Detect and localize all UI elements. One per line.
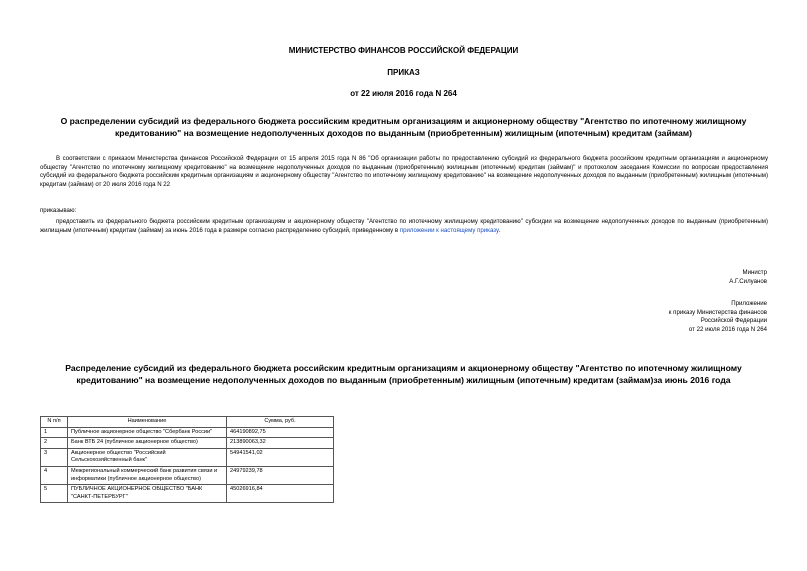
order-text: предоставить из федерального бюджета российским кредитным организациям и акционерному обществу "Агентство по ипотечному жилищному кредитованию" субсидии на возмещение недополученных доходов по выданным (приобретенным) жилищным (ипотечным) кредитам (займам) за июнь 2016 года в размере согласно распределению субсидий, приведенному в bbox=[40, 218, 768, 234]
distribution-table bbox=[40, 416, 334, 503]
row-name: Межрегиональный коммерческий банк развития связи и информатики (публичное акционерное общество) bbox=[68, 466, 227, 484]
table-row bbox=[41, 448, 334, 466]
row-number: 3 bbox=[41, 448, 68, 466]
row-number: 2 bbox=[41, 438, 68, 449]
document-title: О распределении субсидий из федерального бюджета российским кредитным организациям и акционерному обществу "Агентство по ипотечному жилищному кредитованию" на возмещение недополученных доходов по выданным (приобретенным) жилищным (ипотечным) кредитам (займам) bbox=[60, 116, 747, 138]
order-text-end: . bbox=[498, 226, 501, 234]
appendix-line-2: к приказу Министерства финансов bbox=[668, 308, 767, 316]
ministry-heading: МИНИСТЕРСТВО ФИНАНСОВ РОССИЙСКОЙ ФЕДЕРАЦИИ bbox=[288, 46, 519, 55]
row-number: 1 bbox=[41, 427, 68, 438]
table-title: Распределение субсидий из федерального бюджета российским кредитным организациям и акционерному обществу "Агентство по ипотечному жилищному кредитованию" на возмещение недополученных доходов по выданным (приобретенным) жилищным (ипотечным) кредитам (займам)за июнь 2016 года bbox=[65, 363, 742, 385]
appendix-link[interactable]: приложении к настоящему приказу bbox=[399, 226, 499, 234]
row-name: Публичное акционерное общество "Сбербанк России" bbox=[68, 427, 227, 438]
row-sum: 54941541,02 bbox=[227, 448, 334, 466]
table-header-row bbox=[41, 417, 334, 428]
preamble-paragraph: В соответствии с приказом Министерства финансов Российской Федерации от 15 апреля 2015 года N 86 "Об организации работы по предоставлению субсидий из федерального бюджета российским кредитным организациям и акционерному обществу "Агентство по ипотечному жилищному кредитованию" на возмещение недополученных доходов по выданным (приобретенным) жилищным (ипотечным) кредитам (займам)" и протоколом заседания Комиссии по вопросам предоставления субсидий из федерального бюджета российским кредитным организациям и акционерному обществу "Агентство по ипотечному жилищному кредитованию" на возмещение недополученных доходов по выданным (приобретенным) жилищным (ипотечным) кредитам (займам) от 20 июля 2016 года N 22 bbox=[40, 155, 768, 189]
row-sum: 213890063,32 bbox=[227, 438, 334, 449]
appendix-line-3: Российской Федерации bbox=[700, 317, 767, 325]
table-row bbox=[41, 438, 334, 449]
header-name: Наименование bbox=[68, 417, 227, 428]
order-paragraph bbox=[40, 218, 768, 235]
appendix-reference bbox=[669, 300, 767, 335]
table-row bbox=[41, 427, 334, 438]
row-sum: 24979239,78 bbox=[227, 466, 334, 484]
doc-type-heading: ПРИКАЗ bbox=[387, 68, 420, 77]
row-sum: 45026916,84 bbox=[227, 485, 334, 503]
row-name: Банк ВТБ 24 (публичное акционерное общество) bbox=[68, 438, 227, 449]
appendix-line-4: от 22 июля 2016 года N 264 bbox=[688, 326, 767, 334]
row-number: 5 bbox=[41, 485, 68, 503]
table-row bbox=[41, 485, 334, 503]
header-number: N п/п bbox=[41, 417, 68, 428]
table-row bbox=[41, 466, 334, 484]
signature-name: А.Г.Силуанов bbox=[729, 277, 767, 285]
row-sum: 464190892,75 bbox=[227, 427, 334, 438]
row-name: ПУБЛИЧНОЕ АКЦИОНЕРНОЕ ОБЩЕСТВО "БАНК "САНКТ-ПЕТЕРБУРГ" bbox=[68, 485, 227, 503]
row-name: Акционерное общество "Российский Сельскохозяйственный банк" bbox=[68, 448, 227, 466]
appendix-line-1: Приложение bbox=[731, 300, 767, 307]
header-sum: Сумма, руб. bbox=[227, 417, 334, 428]
row-number: 4 bbox=[41, 466, 68, 484]
order-word: приказываю: bbox=[40, 207, 77, 214]
date-number-heading: от 22 июля 2016 года N 264 bbox=[350, 89, 457, 98]
signature-role: Министр bbox=[742, 269, 767, 276]
signature-block bbox=[729, 269, 767, 286]
